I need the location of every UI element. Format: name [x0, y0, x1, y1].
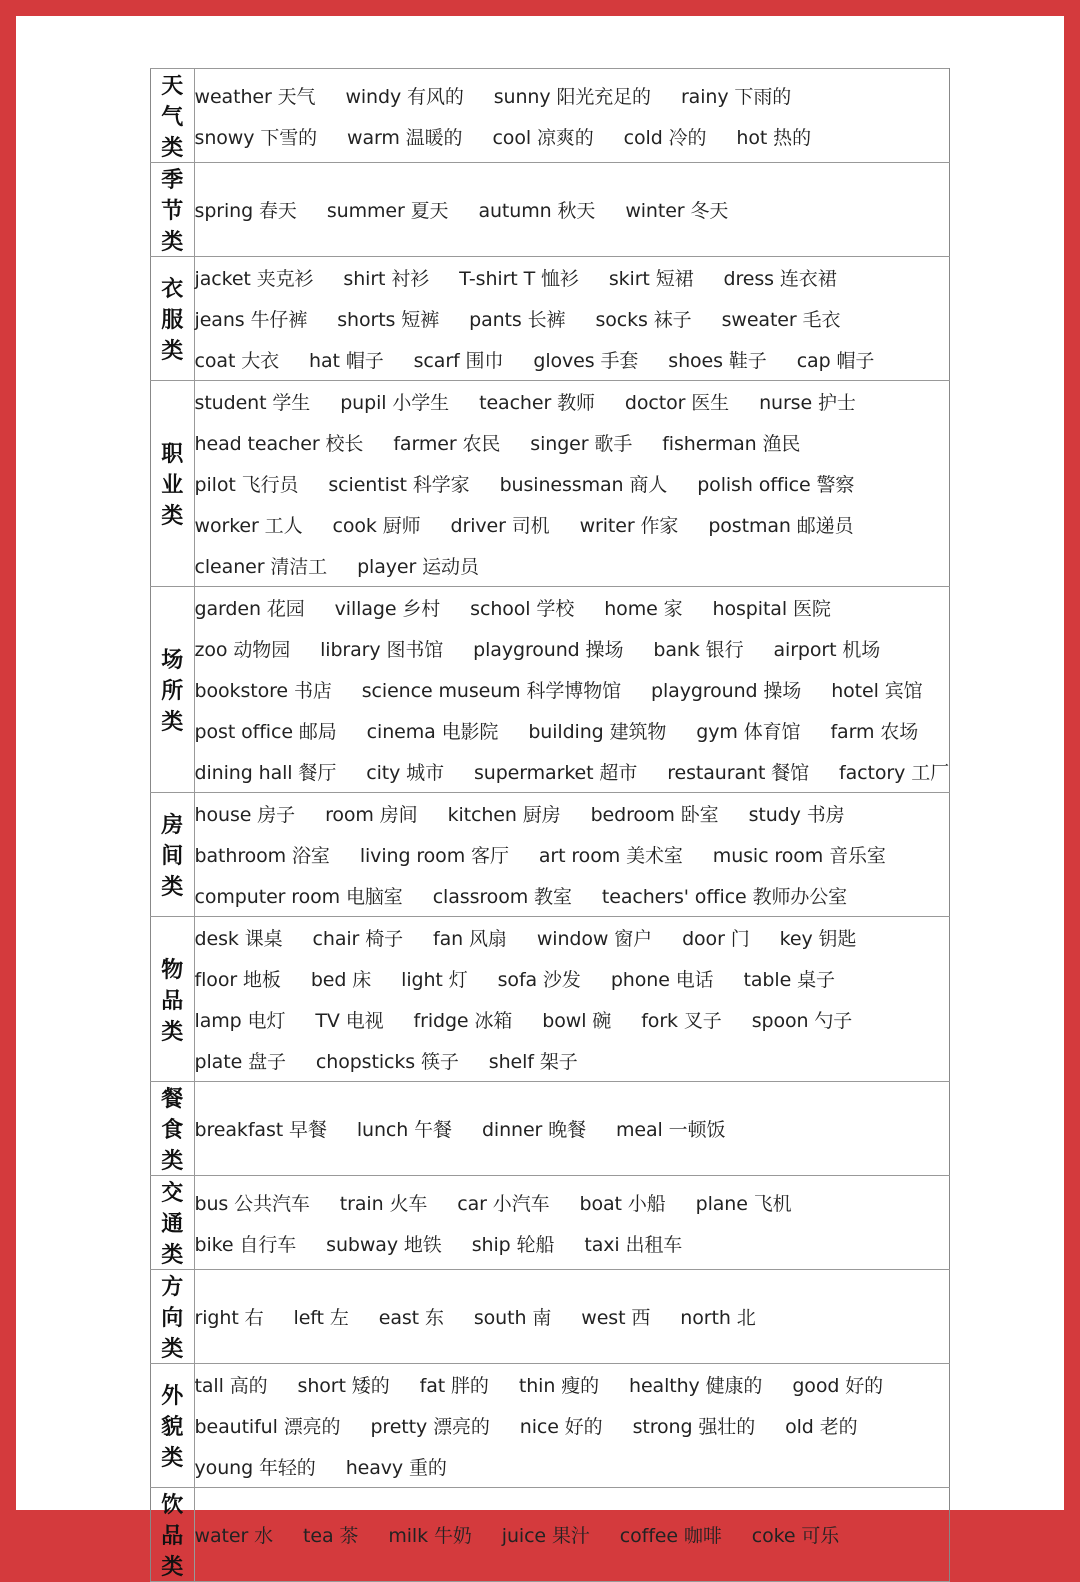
word-line [195, 1446, 949, 1487]
category-label: 饮品类 [151, 1488, 195, 1582]
category-label: 餐食类 [151, 1082, 195, 1176]
vocab-entry: lamp 电灯 [194, 1010, 286, 1032]
vocab-entry: head teacher 校长 [194, 433, 364, 455]
category-words [194, 257, 949, 381]
vocab-entry: desk 课桌 [194, 928, 283, 950]
vocab-entry: young 年轻的 [194, 1457, 316, 1479]
vocab-entry: phone 电话 [610, 969, 714, 991]
category-row [151, 1176, 950, 1270]
vocab-entry: polish office 警察 [697, 474, 855, 496]
vocab-entry: computer room 电脑室 [194, 886, 403, 908]
vocab-entry: bookstore 书店 [194, 680, 332, 702]
vocab-entry: chair 椅子 [312, 928, 403, 950]
category-label: 场所类 [151, 587, 195, 793]
document-page [16, 16, 1064, 1580]
vocab-entry: jeans 牛仔裤 [194, 309, 308, 331]
vocab-entry: living room 客厅 [359, 845, 509, 867]
word-line [195, 339, 949, 380]
word-line [195, 463, 949, 504]
vocab-entry: fisherman 渔民 [662, 433, 801, 455]
vocab-entry: teacher 教师 [479, 392, 595, 414]
vocab-entry: post office 邮局 [194, 721, 337, 743]
vocab-entry: bathroom 浴室 [194, 845, 330, 867]
vocab-entry: gym 体育馆 [696, 721, 801, 743]
vocab-entry: coke 可乐 [751, 1525, 840, 1547]
category-row [151, 381, 950, 587]
vocab-entry: shelf 架子 [488, 1051, 578, 1073]
vocab-entry: shoes 鞋子 [668, 350, 767, 372]
vocab-entry: art room 美术室 [538, 845, 683, 867]
vocab-entry: taxi 出租车 [584, 1233, 683, 1256]
word-line [195, 422, 949, 463]
word-line [195, 710, 949, 751]
vocab-entry: coffee 咖啡 [619, 1525, 722, 1547]
vocab-entry: school 学校 [470, 598, 575, 620]
vocab-entry: cool 凉爽的 [492, 126, 594, 149]
vocab-entry: table 桌子 [743, 969, 835, 991]
vocab-entry: south 南 [473, 1307, 552, 1329]
vocab-entry: player 运动员 [357, 556, 479, 578]
vocab-entry: pupil 小学生 [340, 392, 450, 414]
vocab-entry: classroom 教室 [432, 886, 572, 908]
vocab-entry: music room 音乐室 [712, 845, 886, 867]
vocab-entry: garden 花园 [194, 598, 305, 620]
category-label: 房间类 [151, 793, 195, 917]
vocab-entry: writer 作家 [579, 515, 679, 537]
vocab-entry: coat 大衣 [194, 350, 280, 372]
vocab-entry: water 水 [194, 1525, 274, 1547]
category-row [151, 69, 950, 163]
vocab-entry: house 房子 [194, 804, 296, 826]
vocab-entry: scientist 科学家 [328, 474, 470, 496]
vocab-entry: plane 飞机 [695, 1192, 792, 1215]
vocab-entry: hat 帽子 [309, 350, 384, 372]
vocab-entry: short 矮的 [297, 1375, 390, 1397]
vocab-entry: weather 天气 [194, 85, 316, 108]
vocab-entry: bedroom 卧室 [590, 804, 719, 826]
vocab-entry: cold 冷的 [623, 126, 707, 149]
vocab-entry: gloves 手套 [533, 350, 639, 372]
vocab-entry: milk 牛奶 [388, 1525, 472, 1547]
category-row [151, 793, 950, 917]
word-line [195, 545, 949, 586]
category-label: 衣服类 [151, 257, 195, 381]
vocab-entry: strong 强壮的 [632, 1416, 756, 1438]
vocab-entry: light 灯 [401, 969, 468, 991]
vocab-entry: cleaner 清洁工 [194, 556, 328, 578]
vocab-entry: T-shirt T 恤衫 [459, 268, 579, 290]
vocab-entry: good 好的 [792, 1375, 884, 1397]
word-line [195, 875, 949, 916]
category-words [194, 1488, 949, 1582]
vocab-entry: worker 工人 [194, 515, 303, 537]
vocab-entry: cap 帽子 [796, 350, 875, 372]
vocab-entry: thin 瘦的 [518, 1375, 599, 1397]
word-line [195, 298, 949, 339]
vocab-entry: bowl 碗 [542, 1010, 612, 1032]
vocab-entry: student 学生 [194, 392, 311, 414]
category-words [194, 1364, 949, 1488]
vocab-entry: businessman 商人 [499, 474, 668, 496]
word-line [195, 257, 949, 298]
vocab-entry: postman 邮递员 [708, 515, 854, 537]
vocab-entry: cook 厨师 [332, 515, 421, 537]
vocab-entry: hospital 医院 [712, 598, 831, 620]
vocab-entry: sofa 沙发 [497, 969, 581, 991]
vocab-entry: doctor 医生 [624, 392, 730, 414]
vocab-entry: key 钥匙 [779, 928, 857, 950]
vocab-entry: cinema 电影院 [366, 721, 499, 743]
vocab-entry: building 建筑物 [528, 721, 667, 743]
vocab-entry: playground 操场 [473, 639, 624, 661]
vocab-entry: tall 高的 [194, 1375, 268, 1397]
vocab-entry: door 门 [682, 928, 750, 950]
category-words [194, 69, 949, 163]
vocab-entry: village 乡村 [334, 598, 441, 620]
vocab-entry: TV 电视 [315, 1010, 384, 1032]
vocab-entry: train 火车 [339, 1192, 428, 1215]
vocab-entry: socks 袜子 [595, 309, 692, 331]
category-label: 外貌类 [151, 1364, 195, 1488]
word-line [195, 189, 949, 230]
category-words [194, 381, 949, 587]
category-label: 交通类 [151, 1176, 195, 1270]
vocab-entry: scarf 围巾 [413, 350, 504, 372]
word-line [195, 1108, 949, 1149]
vocab-entry: dress 连衣裙 [723, 268, 837, 290]
vocab-entry: library 图书馆 [320, 639, 444, 661]
word-line [195, 1514, 949, 1555]
vocab-entry: east 东 [378, 1307, 444, 1329]
vocab-entry: healthy 健康的 [629, 1375, 763, 1397]
word-line [195, 1182, 949, 1223]
vocab-entry: fan 风扇 [433, 928, 507, 950]
word-line [195, 381, 949, 422]
vocab-entry: sweater 毛衣 [721, 309, 841, 331]
vocab-entry: restaurant 餐馆 [667, 762, 810, 784]
vocabulary-table [150, 68, 950, 1582]
vocab-entry: snowy 下雪的 [194, 126, 318, 149]
vocab-entry: floor 地板 [194, 969, 281, 991]
vocab-entry: farmer 农民 [393, 433, 501, 455]
vocab-entry: warm 温暖的 [347, 126, 463, 149]
category-row [151, 587, 950, 793]
word-line [195, 1296, 949, 1337]
category-words [194, 587, 949, 793]
vocab-entry: tea 茶 [303, 1525, 359, 1547]
word-line [195, 958, 949, 999]
vocab-entry: skirt 短裙 [608, 268, 694, 290]
vocab-entry: bus 公共汽车 [194, 1192, 310, 1215]
category-words [194, 1270, 949, 1364]
vocab-entry: home 家 [604, 598, 683, 620]
vocab-entry: shirt 衬衫 [343, 268, 430, 290]
vocab-entry: boat 小船 [579, 1192, 666, 1215]
vocab-entry: sunny 阳光充足的 [493, 85, 651, 108]
vocab-entry: bank 银行 [653, 639, 744, 661]
word-line [195, 1223, 949, 1264]
vocab-entry: autumn 秋天 [478, 200, 596, 222]
vocab-entry: jacket 夹克衫 [194, 268, 314, 290]
word-line [195, 1405, 949, 1446]
vocab-entry: farm 农场 [830, 721, 919, 743]
vocab-entry: pretty 漂亮的 [370, 1416, 490, 1438]
category-words [194, 1176, 949, 1270]
vocab-entry: shorts 短裤 [337, 309, 440, 331]
vocab-entry: zoo 动物园 [194, 639, 291, 661]
vocab-entry: north 北 [680, 1307, 756, 1329]
vocab-entry: spoon 勺子 [751, 1010, 853, 1032]
vocab-entry: hotel 宾馆 [831, 680, 923, 702]
vocab-entry: pants 长裤 [469, 309, 566, 331]
vocab-entry: car 小汽车 [457, 1192, 550, 1215]
category-row [151, 917, 950, 1082]
vocab-entry: factory 工厂 [839, 762, 949, 784]
vocab-entry: bed 床 [310, 969, 372, 991]
word-line [195, 587, 949, 628]
vocab-entry: heavy 重的 [345, 1457, 447, 1479]
vocab-entry: airport 机场 [773, 639, 881, 661]
category-words [194, 793, 949, 917]
word-line [195, 628, 949, 669]
category-label: 职业类 [151, 381, 195, 587]
vocab-entry: window 窗户 [536, 928, 653, 950]
vocab-entry: dinner 晚餐 [481, 1119, 587, 1141]
word-line [195, 75, 949, 116]
vocab-entry: driver 司机 [450, 515, 550, 537]
category-label: 季节类 [151, 163, 195, 257]
vocab-entry: beautiful 漂亮的 [194, 1416, 341, 1438]
category-row [151, 1488, 950, 1582]
vocab-entry: subway 地铁 [326, 1233, 442, 1256]
vocab-entry: right 右 [194, 1307, 264, 1329]
vocab-entry: fork 叉子 [641, 1010, 722, 1032]
vocab-entry: fridge 冰箱 [413, 1010, 513, 1032]
category-label: 天气类 [151, 69, 195, 163]
vocab-entry: spring 春天 [194, 200, 297, 222]
category-row [151, 163, 950, 257]
vocab-entry: meal 一顿饭 [616, 1119, 726, 1141]
vocab-entry: science museum 科学博物馆 [361, 680, 622, 702]
vocab-entry: city 城市 [366, 762, 444, 784]
word-line [195, 834, 949, 875]
vocab-entry: lunch 午餐 [356, 1119, 452, 1141]
word-line [195, 751, 949, 792]
vocab-entry: kitchen 厨房 [447, 804, 561, 826]
vocab-entry: old 老的 [785, 1416, 858, 1438]
word-line [195, 1040, 949, 1081]
vocab-entry: fat 胖的 [419, 1375, 489, 1397]
vocab-entry: nice 好的 [519, 1416, 603, 1438]
word-line [195, 793, 949, 834]
vocab-entry: rainy 下雨的 [680, 85, 792, 108]
vocab-entry: ship 轮船 [471, 1233, 555, 1256]
vocab-entry: dining hall 餐厅 [194, 762, 337, 784]
category-row [151, 257, 950, 381]
vocab-entry: teachers' office 教师办公室 [601, 886, 848, 908]
vocab-entry: winter 冬天 [625, 200, 729, 222]
vocab-entry: hot 热的 [736, 126, 811, 149]
vocab-entry: playground 操场 [651, 680, 802, 702]
vocab-entry: study 书房 [748, 804, 845, 826]
category-words [194, 1082, 949, 1176]
category-words [194, 917, 949, 1082]
vocab-entry: left 左 [293, 1307, 349, 1329]
vocab-entry: juice 果汁 [501, 1525, 590, 1547]
vocab-entry: west 西 [581, 1307, 651, 1329]
word-line [195, 1364, 949, 1405]
word-line [195, 917, 949, 958]
vocab-entry: breakfast 早餐 [194, 1119, 327, 1141]
category-row [151, 1364, 950, 1488]
category-row [151, 1270, 950, 1364]
vocab-entry: nurse 护士 [759, 392, 856, 414]
vocab-entry: room 房间 [325, 804, 418, 826]
category-label: 方向类 [151, 1270, 195, 1364]
vocab-entry: bike 自行车 [194, 1233, 297, 1256]
word-line [195, 669, 949, 710]
category-row [151, 1082, 950, 1176]
word-line [195, 999, 949, 1040]
word-line [195, 116, 949, 157]
vocab-entry: summer 夏天 [326, 200, 449, 222]
vocab-entry: singer 歌手 [530, 433, 633, 455]
vocabulary-table-body [151, 69, 950, 1582]
vocab-entry: chopsticks 筷子 [315, 1051, 459, 1073]
vocab-entry: supermarket 超市 [473, 762, 638, 784]
word-line [195, 504, 949, 545]
vocab-entry: plate 盘子 [194, 1051, 286, 1073]
vocab-entry: windy 有风的 [345, 85, 464, 108]
vocab-entry: pilot 飞行员 [194, 474, 299, 496]
category-label: 物品类 [151, 917, 195, 1082]
category-words [194, 163, 949, 257]
